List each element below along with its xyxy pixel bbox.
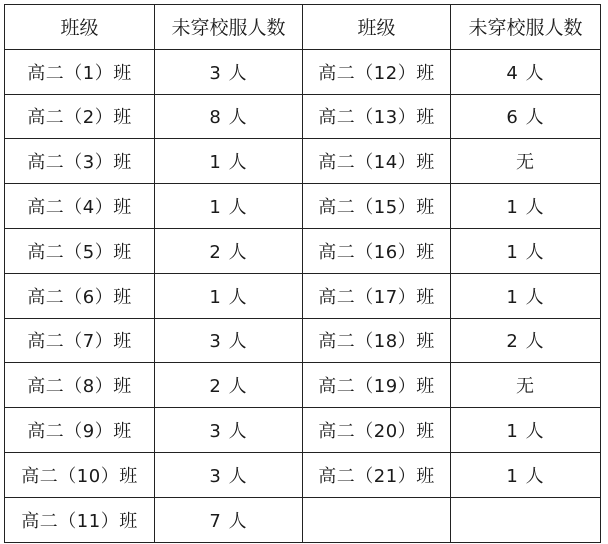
table-row xyxy=(5,408,601,453)
class-cell: 高二（21）班 xyxy=(303,452,451,497)
class-cell: 高二（13）班 xyxy=(303,94,451,139)
count-cell: 6 人 xyxy=(451,94,601,139)
class-cell: 高二（1）班 xyxy=(5,49,155,94)
class-cell: 高二（11）班 xyxy=(5,497,155,542)
class-cell: 高二（20）班 xyxy=(303,408,451,453)
count-cell: 2 人 xyxy=(155,363,303,408)
count-cell: 3 人 xyxy=(155,49,303,94)
class-cell: 高二（8）班 xyxy=(5,363,155,408)
count-cell: 7 人 xyxy=(155,497,303,542)
class-cell: 高二（2）班 xyxy=(5,94,155,139)
empty-cell xyxy=(451,497,601,542)
count-cell: 2 人 xyxy=(451,318,601,363)
class-cell: 高二（16）班 xyxy=(303,228,451,273)
class-cell: 高二（7）班 xyxy=(5,318,155,363)
table-row xyxy=(5,228,601,273)
count-cell: 1 人 xyxy=(451,408,601,453)
count-cell: 8 人 xyxy=(155,94,303,139)
count-cell: 4 人 xyxy=(451,49,601,94)
count-cell: 1 人 xyxy=(451,452,601,497)
count-cell: 2 人 xyxy=(155,228,303,273)
table-row xyxy=(5,497,601,542)
table-row xyxy=(5,94,601,139)
header-count-right: 未穿校服人数 xyxy=(451,5,601,50)
class-cell: 高二（5）班 xyxy=(5,228,155,273)
class-cell: 高二（17）班 xyxy=(303,273,451,318)
header-count-left: 未穿校服人数 xyxy=(155,5,303,50)
count-cell: 1 人 xyxy=(451,184,601,229)
count-cell: 1 人 xyxy=(451,273,601,318)
class-cell: 高二（14）班 xyxy=(303,139,451,184)
class-cell: 高二（3）班 xyxy=(5,139,155,184)
count-cell: 1 人 xyxy=(451,228,601,273)
class-cell: 高二（9）班 xyxy=(5,408,155,453)
class-cell: 高二（4）班 xyxy=(5,184,155,229)
table-row xyxy=(5,318,601,363)
class-cell: 高二（10）班 xyxy=(5,452,155,497)
count-cell: 无 xyxy=(451,363,601,408)
table-row xyxy=(5,49,601,94)
header-class-right: 班级 xyxy=(303,5,451,50)
table-row xyxy=(5,139,601,184)
header-row xyxy=(5,5,601,50)
table-row xyxy=(5,452,601,497)
class-cell: 高二（18）班 xyxy=(303,318,451,363)
count-cell: 3 人 xyxy=(155,318,303,363)
class-cell: 高二（15）班 xyxy=(303,184,451,229)
table-row xyxy=(5,273,601,318)
header-class-left: 班级 xyxy=(5,5,155,50)
table-row xyxy=(5,184,601,229)
uniform-count-table xyxy=(4,4,601,543)
count-cell: 无 xyxy=(451,139,601,184)
count-cell: 3 人 xyxy=(155,452,303,497)
count-cell: 3 人 xyxy=(155,408,303,453)
class-cell: 高二（12）班 xyxy=(303,49,451,94)
empty-cell xyxy=(303,497,451,542)
count-cell: 1 人 xyxy=(155,184,303,229)
class-cell: 高二（19）班 xyxy=(303,363,451,408)
table-row xyxy=(5,363,601,408)
count-cell: 1 人 xyxy=(155,273,303,318)
class-cell: 高二（6）班 xyxy=(5,273,155,318)
count-cell: 1 人 xyxy=(155,139,303,184)
